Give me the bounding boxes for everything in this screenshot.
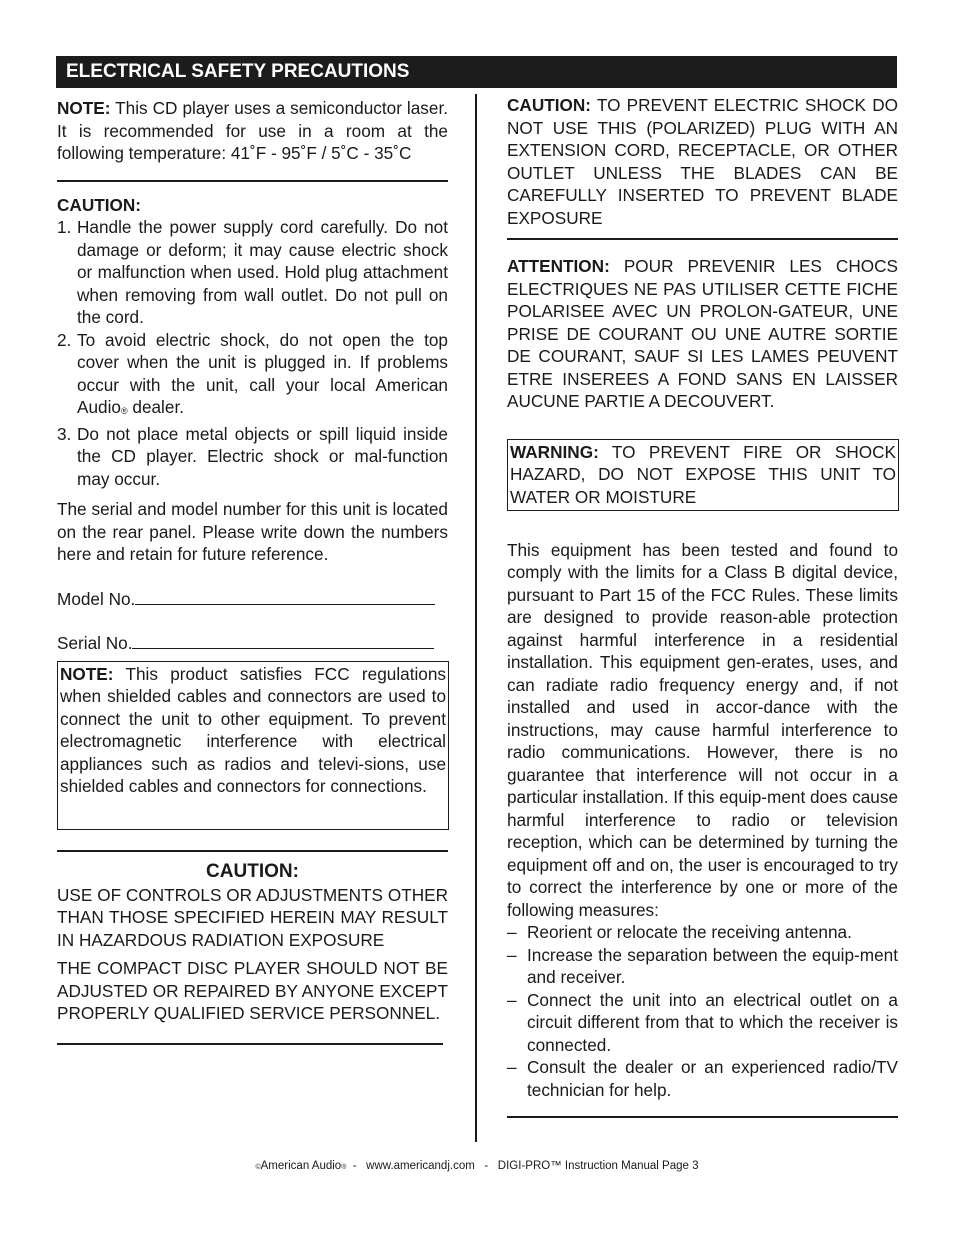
moisture-warning-label: WARNING: [510,441,599,462]
measure-dash: – [507,989,517,1010]
model-number-label: Model No. [57,588,136,609]
fcc-compliance-text: This equipment has been tested and found to comply with the limits for a Class B digital device, pursuant to Part 15 of the FCC Rules. These limits are designed to provide reason-able protection against harmful interference in a residential installation. This equipment gen-erates, uses, and can radiate radio frequency energy and, if not installed and used in accor-dance with the instructions, may cause harmful interference to radio communications. However, there is no guarantee that interference will not occur in a particular installation. If this equip-ment does cause harmful interference to radio or television reception, which can be determined by turning the equipment off and on, the user is encouraged to try to correct the interference by one or more of the following measures: [507,539,898,920]
caution-item-text-end: dealer. [127,397,184,417]
column-divider [475,94,477,1142]
serial-number-blank [132,633,434,649]
page-footer [0,1159,954,1175]
measure-text: Reorient or relocate the receiving antenna. [527,922,852,942]
measure-item [507,1056,898,1101]
right-column [507,94,898,1118]
radiation-caution-heading: CAUTION: [206,860,299,882]
radiation-caution-text: USE OF CONTROLS OR ADJUSTMENTS OTHER THAN THOSE SPECIFIED HEREIN MAY RESULT IN HAZARDOUS RADIATION EXPOSURE [57,884,448,950]
fcc-note [60,663,446,798]
fcc-note-label: NOTE: [60,663,114,684]
measure-text: Increase the separation between the equip-ment and receiver. [527,944,898,987]
caution-item [57,423,448,491]
french-attention [507,255,898,413]
caution-heading: CAUTION: [57,194,142,215]
caution-item [57,216,448,329]
serial-instructions: The serial and model number for this unit is located on the rear panel. Please write down the numbers here and retain for future reference. [57,499,448,564]
model-number-line [57,588,448,611]
caution-item [57,329,448,423]
french-attention-text: POUR PREVENIR LES CHOCS ELECTRIQUES NE PAS UTILISER CETTE FICHE POLARISEE AVEC UN PROLON-GATEUR, UNE PRISE DE COURANT OU UNE AUTRE SORTIE DE COURANT, SAUF SI LES LAMES PEUVENT ETRE INSEREES A FOND SANS EN LAISSER AUCUNE PARTIE A DECOUVERT. [507,256,898,411]
caution-item-text: To avoid electric shock, do not open the top cover when the unit is plugged in. If problems occur with the unit, call your local American Audio [77,329,448,417]
divider-rule [57,850,448,852]
model-number-blank [135,589,435,605]
interference-measures-list [507,921,898,1101]
registered-mark: ® [120,406,128,416]
footer-brand: American Audio [260,1160,342,1172]
french-attention-label: ATTENTION: [507,256,610,276]
fcc-note-box [57,661,449,830]
divider-rule [57,180,448,182]
measure-dash: – [507,922,517,942]
measure-dash: – [507,944,517,965]
divider-rule [507,238,898,240]
measure-item [507,989,898,1057]
caution-item-number: 3. [57,423,72,444]
measure-text: Consult the dealer or an experienced radio/TV technician for help. [527,1057,898,1100]
caution-item-text: Handle the power supply cord carefully. Do not damage or deform; it may cause electric shock or malfunction when used. Hold plug attachment when removing from wall outlet. Do not pull on the cord. [77,217,448,327]
moisture-warning [510,441,896,509]
serial-number-label: Serial No. [57,633,133,653]
plug-caution-label: CAUTION: [507,95,592,115]
moisture-warning-text: TO PREVENT FIRE OR SHOCK HAZARD, DO NOT EXPOSE THIS UNIT TO WATER OR MOISTURE [510,441,896,507]
measure-item [507,921,898,944]
divider-rule [507,1116,898,1118]
divider-rule [57,1043,443,1045]
warning-box [507,439,899,511]
laser-note-label: NOTE: [57,98,111,118]
left-column [57,97,448,1045]
serial-number-line [57,632,448,655]
plug-caution [507,94,898,229]
laser-note [57,97,448,165]
caution-item-text: Do not place metal objects or spill liquid inside the CD player. Electric shock or mal-function may occur. [77,423,448,489]
section-title: ELECTRICAL SAFETY PRECAUTIONS [66,61,410,82]
laser-note-text: This CD player uses a semiconductor laser. It is recommended for use in a room at the following temperature: 41˚F - 95˚F / 5˚C - 35˚C [57,98,448,163]
fcc-note-text: This product satisfies FCC regulations when shielded cables and connectors are used to connect the unit to other equipment. To prevent electromagnetic interference with electrical appliances such as radios and televi-sions, use shielded cables and connectors for connections. [60,663,446,796]
service-caution-text: THE COMPACT DISC PLAYER SHOULD NOT BE ADJUSTED OR REPAIRED BY ANYONE EXCEPT PROPERLY QUALIFIED SERVICE PERSONNEL. [57,958,448,1023]
caution-list [57,216,448,490]
caution-item-number: 1. [57,217,72,237]
copyright-mark: © [255,1164,261,1171]
measure-text: Connect the unit into an electrical outlet on a circuit different from that to which the receiver is connected. [527,989,898,1055]
measure-item [507,944,898,989]
measure-dash: – [507,1057,517,1077]
section-header [56,56,897,88]
plug-caution-text: TO PREVENT ELECTRIC SHOCK DO NOT USE THIS (POLARIZED) PLUG WITH AN EXTENSION CORD, RECEPTACLE, OR OTHER OUTLET UNLESS THE BLADES CAN BE CAREFULLY INSERTED TO PREVENT BLADE EXPOSURE [507,95,898,228]
footer-text: - www.americandj.com - DIGI-PRO™ Instruction Manual Page 3 [346,1160,699,1172]
caution-item-number: 2. [57,329,72,350]
footer-registered-mark: ® [341,1164,347,1171]
